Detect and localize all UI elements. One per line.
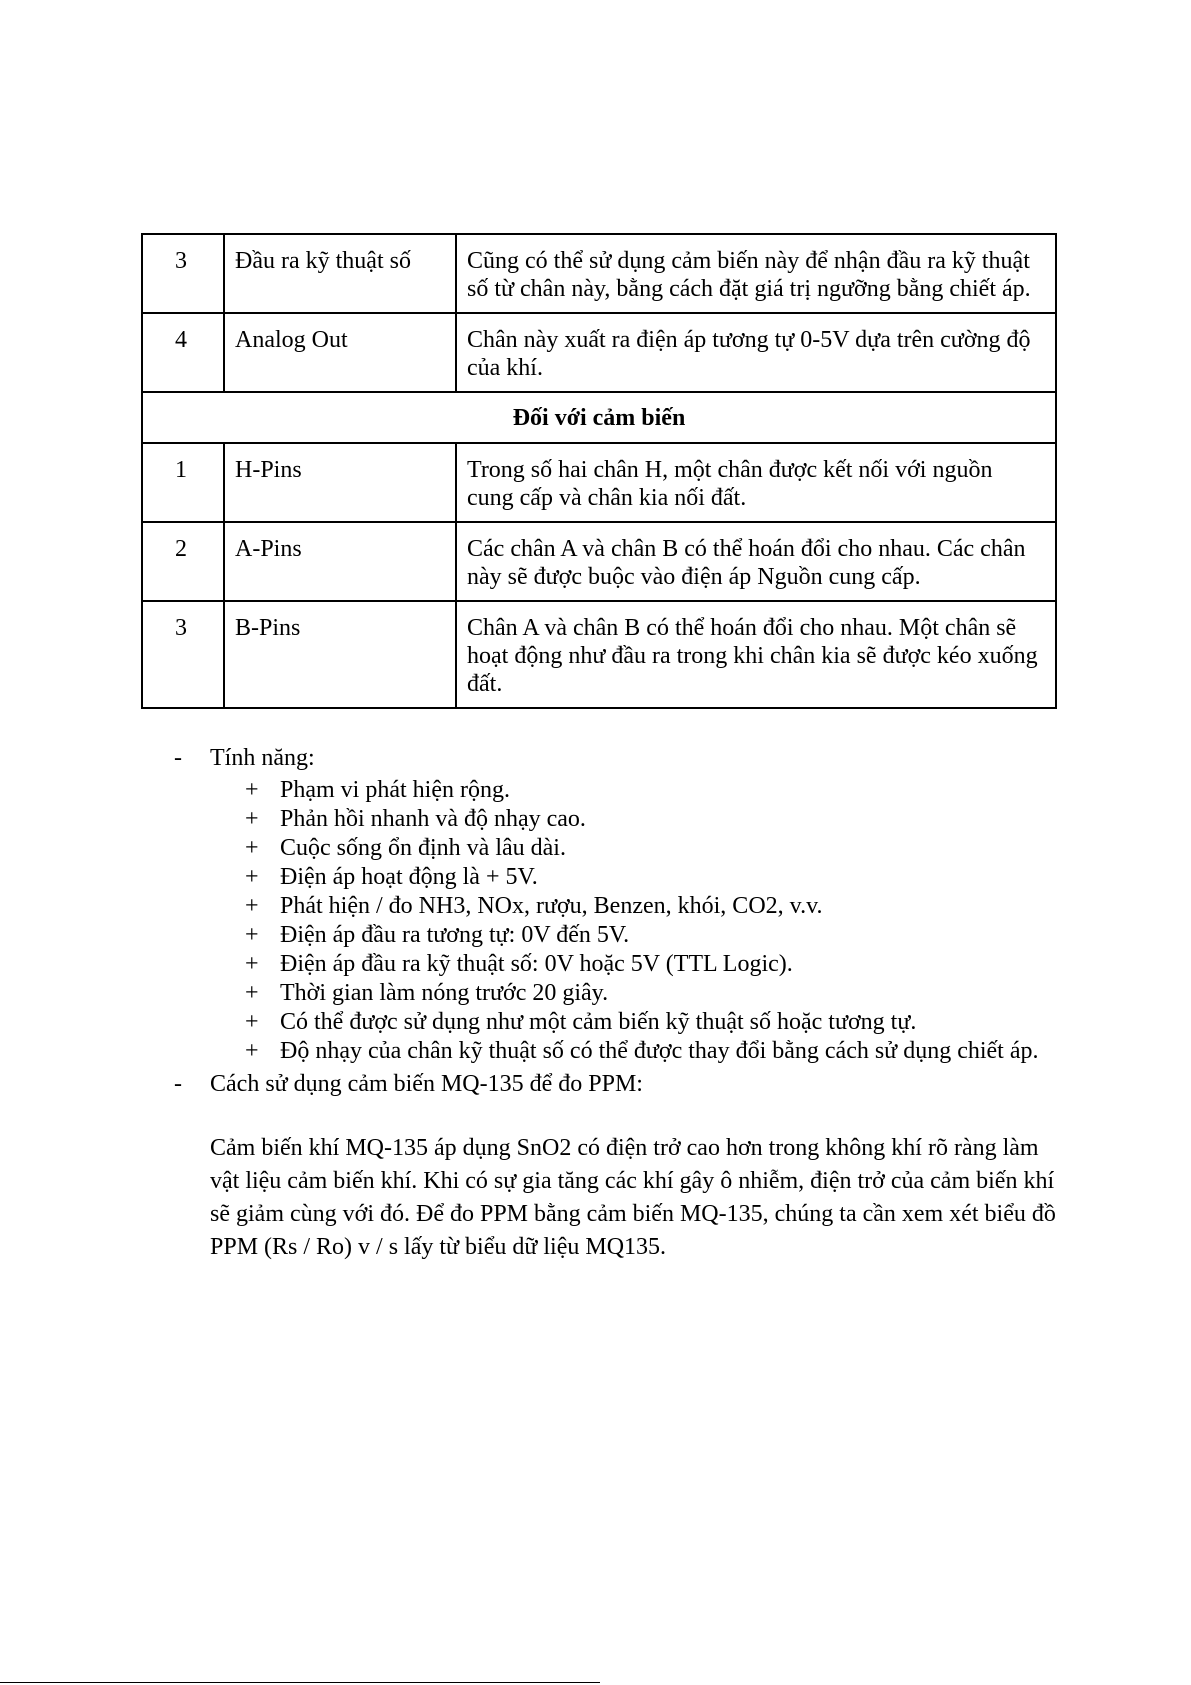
table-row — [142, 234, 1056, 313]
table-section-row — [142, 392, 1056, 443]
list-item — [0, 950, 1191, 979]
list-item — [0, 776, 1191, 805]
feature-text: Phát hiện / đo NH3, NOx, rượu, Benzen, khói, CO2, v.v. — [280, 893, 823, 919]
pin-number-cell: 1 — [142, 443, 224, 522]
feature-text: Độ nhạy của chân kỹ thuật số có thể được thay đổi bằng cách sử dụng chiết áp. — [280, 1038, 1039, 1064]
pin-number-cell: 4 — [142, 313, 224, 392]
table-row — [142, 522, 1056, 601]
body-content — [0, 743, 1191, 1288]
list-item — [0, 834, 1191, 863]
pin-name-cell: B-Pins — [224, 601, 456, 708]
plus-bullet: + — [245, 777, 259, 803]
footer-divider — [0, 1682, 600, 1683]
list-item — [0, 921, 1191, 950]
pin-name-cell: Analog Out — [224, 313, 456, 392]
feature-text: Cuộc sống ổn định và lâu dài. — [280, 835, 566, 861]
pin-name-cell: H-Pins — [224, 443, 456, 522]
plus-bullet: + — [245, 893, 259, 919]
list-item — [0, 979, 1191, 1008]
pin-number-cell: 3 — [142, 601, 224, 708]
dash-bullet: - — [174, 745, 182, 771]
list-item — [0, 863, 1191, 892]
list-item — [0, 1008, 1191, 1037]
table-row — [142, 313, 1056, 392]
list-item — [0, 1037, 1191, 1066]
pin-name-cell: Đầu ra kỹ thuật số — [224, 234, 456, 313]
plus-bullet: + — [245, 835, 259, 861]
feature-text: Điện áp hoạt động là + 5V. — [280, 864, 538, 890]
features-list — [0, 776, 1191, 1066]
pin-description-cell: Chân này xuất ra điện áp tương tự 0-5V dựa trên cường độ của khí. — [456, 313, 1056, 392]
pin-description-table — [141, 233, 1057, 709]
dash-bullet: - — [174, 1071, 182, 1097]
list-item — [0, 805, 1191, 834]
pin-description-cell: Chân A và chân B có thể hoán đổi cho nhau. Một chân sẽ hoạt động như đầu ra trong khi chân kia sẽ được kéo xuống đất. — [456, 601, 1056, 708]
feature-text: Thời gian làm nóng trước 20 giây. — [280, 980, 609, 1006]
usage-heading-text: Cách sử dụng cảm biến MQ-135 để đo PPM: — [210, 1071, 643, 1097]
plus-bullet: + — [245, 806, 259, 832]
pin-number-cell: 2 — [142, 522, 224, 601]
section-title-cell: Đối với cảm biến — [142, 392, 1056, 443]
feature-text: Điện áp đầu ra tương tự: 0V đến 5V. — [280, 922, 630, 948]
usage-paragraph: Cảm biến khí MQ-135 áp dụng SnO2 có điện trở cao hơn trong không khí rõ ràng làm vật liệu cảm biến khí. Khi có sự gia tăng các khí gây ô nhiễm, điện trở của cảm biến khí sẽ giảm cùng với đó. Để đo PPM bằng cảm biến MQ-135, chúng ta cần xem xét biểu đồ PPM (Rs / Ro) v / s lấy từ biểu dữ liệu MQ135. — [210, 1135, 1056, 1260]
pin-description-cell: Trong số hai chân H, một chân được kết nối với nguồn cung cấp và chân kia nối đất. — [456, 443, 1056, 522]
plus-bullet: + — [245, 922, 259, 948]
pin-description-cell: Các chân A và chân B có thể hoán đổi cho nhau. Các chân này sẽ được buộc vào điện áp Nguồn cung cấp. — [456, 522, 1056, 601]
feature-text: Điện áp đầu ra kỹ thuật số: 0V hoặc 5V (TTL Logic). — [280, 951, 793, 977]
features-heading — [0, 743, 1191, 776]
feature-text: Phạm vi phát hiện rộng. — [280, 777, 510, 803]
feature-text: Phản hồi nhanh và độ nhạy cao. — [280, 806, 586, 832]
usage-heading — [0, 1069, 1191, 1099]
plus-bullet: + — [245, 1009, 259, 1035]
features-heading-text: Tính năng: — [210, 745, 315, 771]
pin-number-cell: 3 — [142, 234, 224, 313]
list-item — [0, 892, 1191, 921]
plus-bullet: + — [245, 951, 259, 977]
plus-bullet: + — [245, 864, 259, 890]
table-row — [142, 443, 1056, 522]
plus-bullet: + — [245, 1038, 259, 1064]
table-row — [142, 601, 1056, 708]
plus-bullet: + — [245, 980, 259, 1006]
pin-description-cell: Cũng có thể sử dụng cảm biến này để nhận đầu ra kỹ thuật số từ chân này, bằng cách đặt giá trị ngưỡng bằng chiết áp. — [456, 234, 1056, 313]
feature-text: Có thể được sử dụng như một cảm biến kỹ thuật số hoặc tương tự. — [280, 1009, 917, 1035]
pin-name-cell: A-Pins — [224, 522, 456, 601]
